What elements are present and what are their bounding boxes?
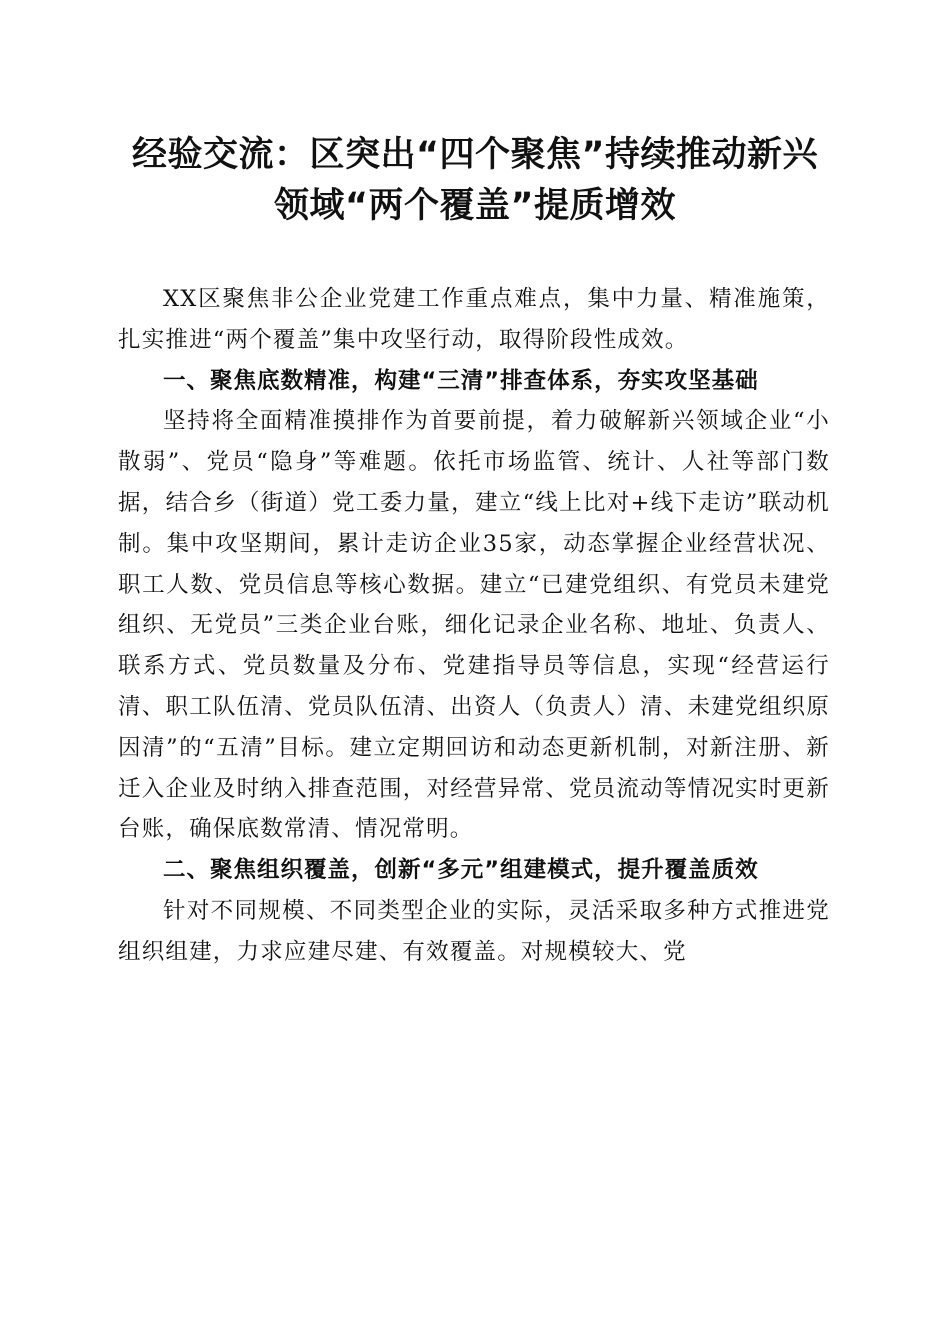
- document-title: [100, 130, 850, 232]
- section-1-heading: 一、聚焦底数精准，构建“三清”排查体系，夯实攻坚基础: [163, 367, 759, 394]
- title-line-1: 经验交流：区突出“四个聚焦”持续推动新兴: [131, 135, 818, 175]
- section-2-heading: 二、聚焦组织覆盖，创新“多元”组建模式，提升覆盖质效: [163, 857, 759, 884]
- document-body: [118, 279, 830, 973]
- section-2-paragraph: 针对不同规模、不同类型企业的实际，灵活采取多种方式推进党组织组建，力求应建尽建、有效覆盖。对规模较大、党: [118, 897, 830, 965]
- intro-paragraph: XX区聚焦非公企业党建工作重点难点，集中力量、精准施策，扎实推进“两个覆盖”集中攻坚行动，取得阶段性成效。: [118, 286, 830, 353]
- title-line-2: 领域“两个覆盖”提质增效: [273, 186, 676, 226]
- section-1-paragraph: 坚持将全面精准摸排作为首要前提，着力破解新兴领域企业“小散弱”、党员“隐身”等难题。依托市场监管、统计、人社等部门数据，结合乡（街道）党工委力量，建立“线上比对+线下走访”联动机制。集中攻坚期间，累计走访企业35家，动态掌握企业经营状况、职工人数、党员信息等核心数据。建立“已建党组织、有党员未建党组织、无党员”三类企业台账，细化记录企业名称、地址、负责人、联系方式、党员数量及分布、党建指导员等信息，实现“经营运行清、职工队伍清、党员队伍清、出资人（负责人）清、未建党组织原因清”的“五清”目标。建立定期回访和动态更新机制，对新注册、新迁入企业及时纳入排查范围，对经营异常、党员流动等情况实时更新台账，确保底数常清、情况常明。: [118, 408, 830, 843]
